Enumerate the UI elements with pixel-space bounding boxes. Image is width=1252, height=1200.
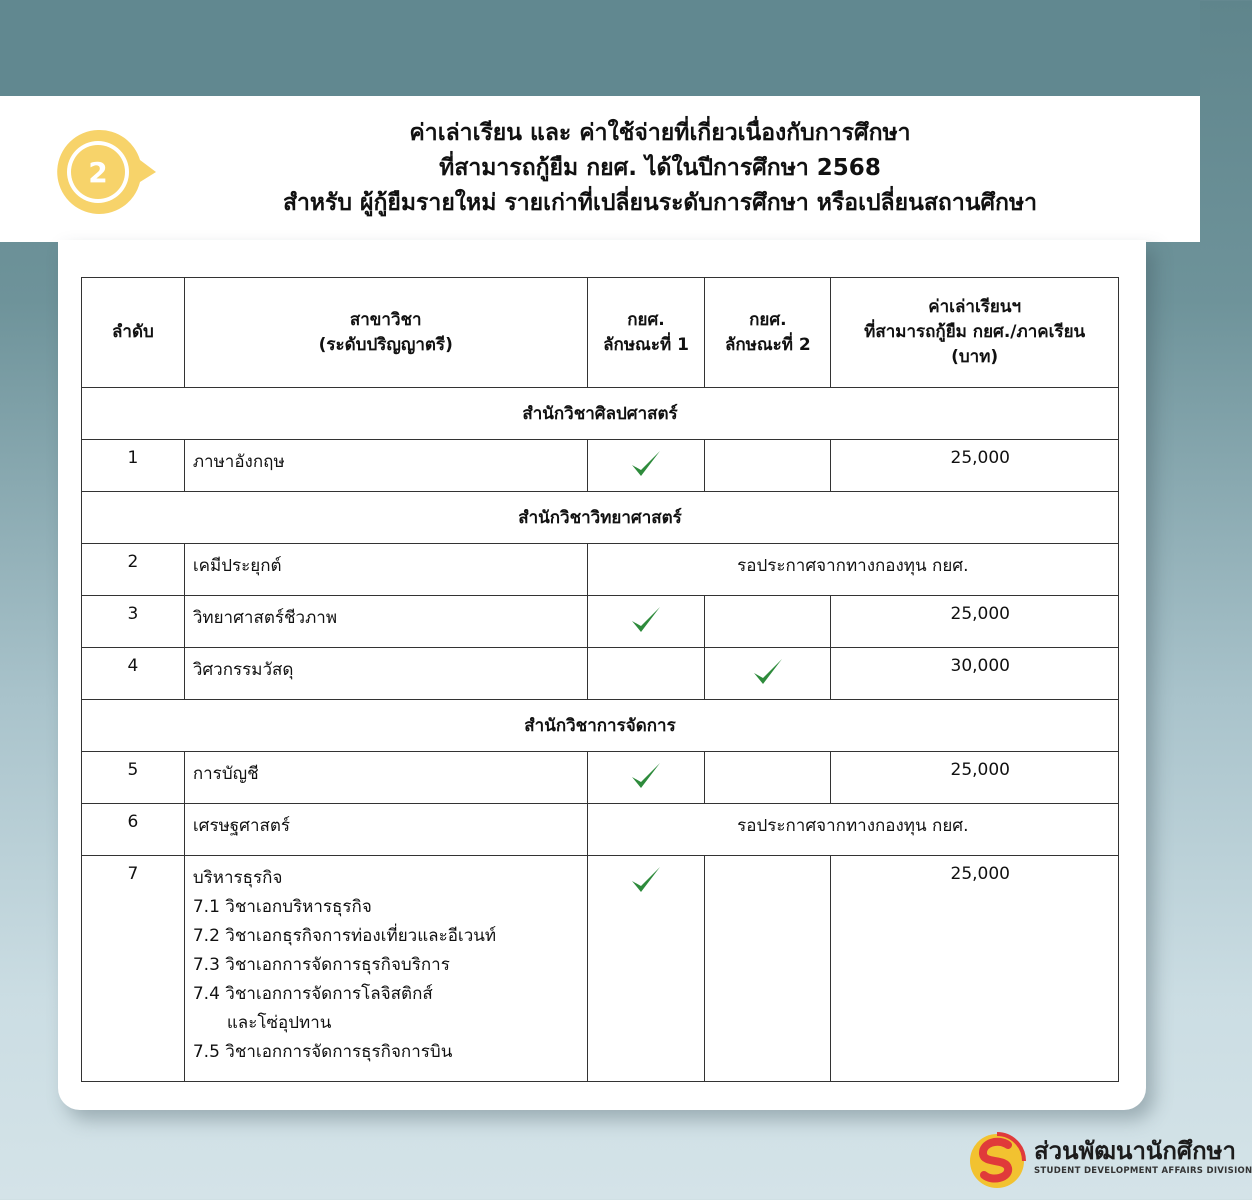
sub-major-item: 7.5 วิชาเอกการจัดการธุรกิจการบิน [192,1042,453,1062]
table-row [82,596,1119,648]
row-major: การบัญชี [184,752,587,804]
top-band [0,0,1200,96]
table-row [82,648,1119,700]
header-seq: ลำดับ [82,278,185,388]
row-notice: รอประกาศจากทางกองทุน กยศ. [587,804,1118,856]
row-type2 [705,596,831,648]
row-fee: 25,000 [831,596,1119,648]
row-major: วิทยาศาสตร์ชีวภาพ [184,596,587,648]
table-row [82,804,1119,856]
row-notice: รอประกาศจากทางกองทุน กยศ. [587,544,1118,596]
row-type1 [587,440,705,492]
sub-major-item: และโซ่อุปทาน [226,1013,332,1033]
table-header-row [82,278,1119,388]
sub-major-item: 7.4 วิชาเอกการจัดการโลจิสติกส์ [192,984,433,1004]
section-name: สำนักวิชาศิลปศาสตร์ [82,388,1119,440]
table-row [82,856,1119,1082]
header-type1: กยศ. ลักษณะที่ 1 [587,278,705,388]
division-subtitle: STUDENT DEVELOPMENT AFFAIRS DIVISION [1034,1166,1252,1176]
check-icon [629,864,663,898]
row-seq: 1 [82,440,185,492]
row-major: เคมีประยุกต์ [184,544,587,596]
title-line-1: ค่าเล่าเรียน และ ค่าใช้จ่ายที่เกี่ยวเนื่องกับการศึกษา [409,120,911,146]
sub-major-item: 7.1 วิชาเอกบริหารธุรกิจ [192,897,372,917]
check-icon [751,656,785,690]
section-name: สำนักวิชาการจัดการ [82,700,1119,752]
row-seq: 4 [82,648,185,700]
row-type1 [587,752,705,804]
row-seq: 7 [82,856,185,1082]
row-seq: 5 [82,752,185,804]
section-name: สำนักวิชาวิทยาศาสตร์ [82,492,1119,544]
title-line-3: สำหรับ ผู้กู้ยืมรายใหม่ รายเก่าที่เปลี่ยนระดับการศึกษา หรือเปลี่ยนสถานศึกษา [282,190,1038,216]
page-title [160,116,1160,221]
row-type2 [705,856,831,1082]
row-type2 [705,752,831,804]
header-fee: ค่าเล่าเรียนฯ ที่สามารถกู้ยืม กยศ./ภาคเรียน (บาท) [831,278,1119,388]
division-logo-text [1034,1136,1252,1176]
check-icon [629,760,663,794]
row-major-group [184,856,587,1082]
row-fee: 25,000 [831,856,1119,1082]
section-row [82,388,1119,440]
row-type1 [587,856,705,1082]
badge-number: 2 [88,155,108,189]
header-major: สาขาวิชา (ระดับปริญญาตรี) [184,278,587,388]
check-icon [629,448,663,482]
table-row [82,440,1119,492]
major-sub-list [193,893,587,1067]
row-type2 [705,440,831,492]
row-fee: 30,000 [831,648,1119,700]
section-row [82,700,1119,752]
row-fee: 25,000 [831,752,1119,804]
row-type2 [705,648,831,700]
row-seq: 2 [82,544,185,596]
student-development-logo-icon [968,1132,1026,1190]
table-row [82,752,1119,804]
row-major: เศรษฐศาสตร์ [184,804,587,856]
sub-major-item: 7.2 วิชาเอกธุรกิจการท่องเที่ยวและอีเวนท์ [192,926,497,946]
division-name: ส่วนพัฒนานักศึกษา [1034,1137,1236,1165]
row-seq: 6 [82,804,185,856]
title-line-2: ที่สามารถกู้ยืม กยศ. ได้ในปีการศึกษา 2568 [439,155,881,181]
check-icon [629,604,663,638]
loan-fee-table [81,277,1119,1082]
row-type1 [587,648,705,700]
row-major: วิศวกรรมวัสดุ [184,648,587,700]
table-row [82,544,1119,596]
header-type2: กยศ. ลักษณะที่ 2 [705,278,831,388]
row-major: บริหารธุรกิจ [192,868,283,888]
row-fee: 25,000 [831,440,1119,492]
sub-major-item: 7.3 วิชาเอกการจัดการธุรกิจบริการ [192,955,450,975]
row-seq: 3 [82,596,185,648]
row-type1 [587,596,705,648]
row-major: ภาษาอังกฤษ [184,440,587,492]
section-row [82,492,1119,544]
